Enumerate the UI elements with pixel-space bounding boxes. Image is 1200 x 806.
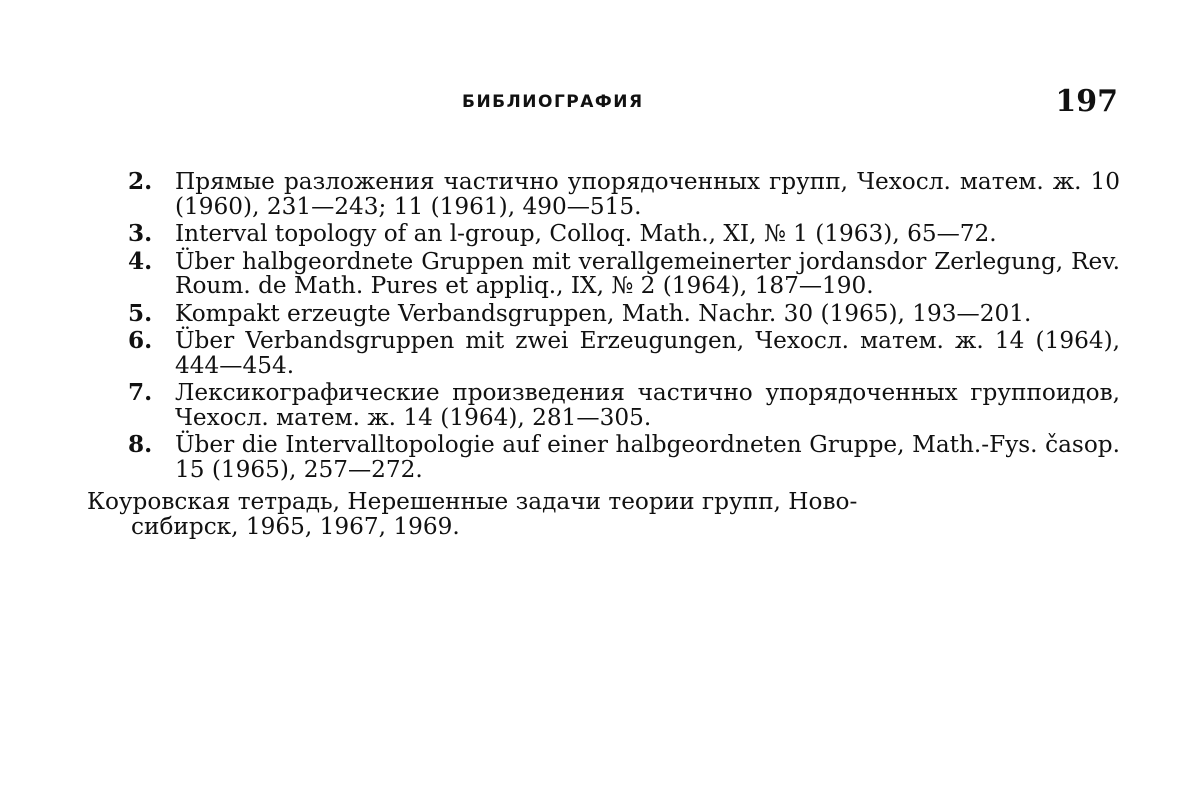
entry-text: Über halbgeordnete Gruppen mit verallgemeinerter jordansdor Zerlegung, Rev. Roum. de Math. Pures et appliq., IX, № 2 (1964), 187—190. bbox=[175, 247, 1120, 299]
entry-text: Interval topology of an l-group, Colloq. Math., XI, № 1 (1963), 65—72. bbox=[175, 220, 997, 247]
bibliography-entry bbox=[0, 381, 1200, 430]
entry-text: Kompakt erzeugte Verbandsgruppen, Math. Nachr. 30 (1965), 193—201. bbox=[175, 299, 1032, 327]
entry-number: 5. bbox=[128, 299, 153, 327]
entry-text: Über die Intervalltopologie auf einer halbgeordneten Gruppe, Math.-Fys. časop. 15 (1965), 257—272. bbox=[175, 431, 1120, 483]
page-number: 197 bbox=[1055, 84, 1118, 119]
entry-text: Über Verbandsgruppen mit zwei Erzeugungen, Чехосл. матем. ж. 14 (1964), 444—454. bbox=[175, 327, 1120, 379]
kourovka-line-2: сибирск, 1965, 1967, 1969. bbox=[131, 512, 460, 540]
bibliography-entry bbox=[0, 222, 1200, 247]
entry-number: 3. bbox=[128, 220, 153, 247]
bibliography-entry bbox=[0, 247, 1200, 299]
entry-text: Лексикографические произведения частично упорядоченных группоидов, Чехосл. матем. ж. 14 (1964), 281—305. bbox=[175, 379, 1120, 431]
kourovka-entry bbox=[87, 490, 1120, 539]
entry-number: 6. bbox=[128, 327, 153, 354]
running-title: БИБЛИОГРАФИЯ bbox=[462, 92, 644, 112]
entry-number: 4. bbox=[128, 247, 153, 275]
entry-number: 8. bbox=[128, 431, 153, 458]
bibliography-entry bbox=[0, 433, 1200, 482]
bibliography-entry bbox=[0, 170, 1200, 219]
bibliography-entry bbox=[0, 299, 1200, 327]
entry-number: 2. bbox=[128, 168, 153, 195]
entry-text: Прямые разложения частично упорядоченных групп, Чехосл. матем. ж. 10 (1960), 231—243; 11 (1961), 490—515. bbox=[175, 168, 1120, 220]
running-head bbox=[0, 84, 1200, 124]
bibliography-entry bbox=[0, 329, 1200, 378]
entry-number: 7. bbox=[128, 379, 153, 406]
kourovka-line-1: Коуровская тетрадь, Нерешенные задачи теории групп, Ново- bbox=[87, 488, 858, 515]
bibliography-list bbox=[0, 170, 1200, 539]
